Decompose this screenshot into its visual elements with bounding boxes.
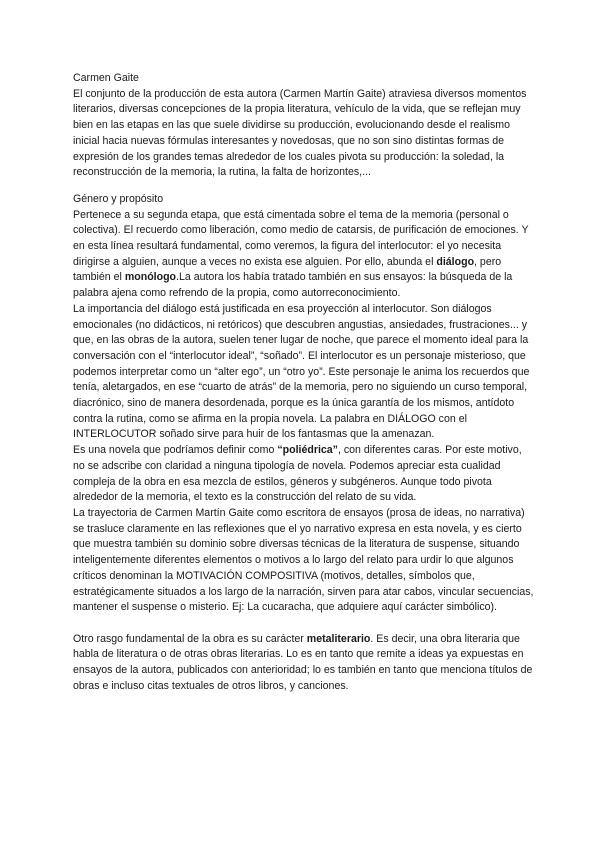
section-title: Género y propósito: [73, 192, 164, 205]
bold-term-poliedrica: “poliédrica”: [277, 444, 338, 457]
bold-term-metaliterario: metaliterario: [306, 632, 371, 645]
paragraph-5-text-c: . Es decir, una obra literaria que habla de literatura o de otras obras literarias. Lo es en tanto que remite a ideas ya expuestas en ensayos de la autora, publicados con anterioridad; lo es también en tanto que menciona títulos de obras e incluso citas textuales de otros libros, y canciones.: [73, 632, 533, 692]
paragraph-1: [73, 208, 534, 302]
paragraph-3: [73, 443, 534, 506]
bold-term-dialogo: diálogo: [436, 255, 475, 268]
spacer: [73, 181, 534, 192]
paragraph-1-text-c: .La autora los había tratado también en sus ensayos: la búsqueda de la palabra ajena como refrendo de la propia, como autorreconocimiento.: [73, 271, 513, 300]
bold-term-monologo: monólogo: [124, 271, 177, 284]
spacer: [73, 616, 534, 632]
intro-paragraph: El conjunto de la producción de esta autora (Carmen Martín Gaite) atraviesa diversos momentos literarios, diversas concepciones de la propia literatura, vehículo de la vida, que se reflejan muy bien en las etapas en las que suele dividirse su producción, evolucionando desde el realismo inicial hacia nuevas fórmulas interesantes y novedosas, que no son sino distintas formas de expresión de los grandes temas alrededor de los cuales pivota su producción: la soledad, la reconstrucción de la memoria, la rutina, la falta de horizontes,...: [73, 87, 527, 179]
paragraph-3-text-a: Es una novela que podríamos definir como: [73, 444, 278, 457]
paragraph-4: La trayectoria de Carmen Martín Gaite como escritora de ensayos (prosa de ideas, no narrativa) se trasluce claramente en las reflexiones que el yo narrativo expresa en esta novela, y es cierto que muestra también su dominio sobre diversas técnicas de la literatura de suspense, situando inteligentemente diferentes elementos o motivos a lo largo del relato para urdir lo que algunos críticos denominan la MOTIVACIÓN COMPOSITIVA (motivos, detalles, símbolos que, estratégicamente situados a los largo de la narración, sirven para atar cabos, vincular secuencias, mantener el suspense o misterio. Ej: La cucaracha, que adquiere aquí carácter simbólico).: [73, 506, 534, 614]
document-title: Carmen Gaite: [73, 72, 139, 84]
paragraph-1-text-a: Pertenece a su segunda etapa, que está cimentada sobre el tema de la memoria (personal o colectiva). El recuerdo como liberación, como medio de catarsis, de purificación de emociones. Y en esta línea resultará fundamental, como veremos, la figura del interlocutor: el yo necesita dirigirse a alguien, aunque a veces no exista ese alguien. Por ello, abunda el: [73, 208, 529, 268]
paragraph-1-text-mid: , pero también el: [73, 255, 502, 284]
paragraph-3-text-c: , con diferentes caras. Por este motivo, no se adscribe con claridad a ninguna tipología de novela. Podemos apreciar esta cualidad compleja de la obra en esa mezcla de estilos, géneros y subgéneros. Aunque todo pivota alrededor de la memoria, el texto es la construcción del relato de su vida.: [73, 444, 522, 504]
paragraph-5-text-a: Otro rasgo fundamental de la obra es su carácter: [73, 632, 307, 645]
paragraph-5: [73, 632, 534, 695]
paragraph-2: La importancia del diálogo está justificada en esa proyección al interlocutor. Son diálogos emocionales (no didácticos, ni retóricos) que descubren angustias, ansiedades, frustraciones... y que, en las obras de la autora, suelen tener lugar de noche, que parece el momento ideal para la conversación con el “interlocutor ideal”, “soñado”. El interlocutor es un personaje misterioso, que podemos interpretar como un “alter ego”, un “otro yo”. Este personaje le anima los recuerdos que tenía, aletargados, en ese “cuarto de atrás” de la memoria, pero no siguiendo un curso temporal, diacrónico, sino de manera desordenada, porque es la única garantía de los mismos, antídoto contra la rutina, como se afirma en la propia novela. La palabra en DIÁLOGO con el INTERLOCUTOR soñado sirve para huir de los fantasmas que la amenazan.: [73, 302, 530, 441]
